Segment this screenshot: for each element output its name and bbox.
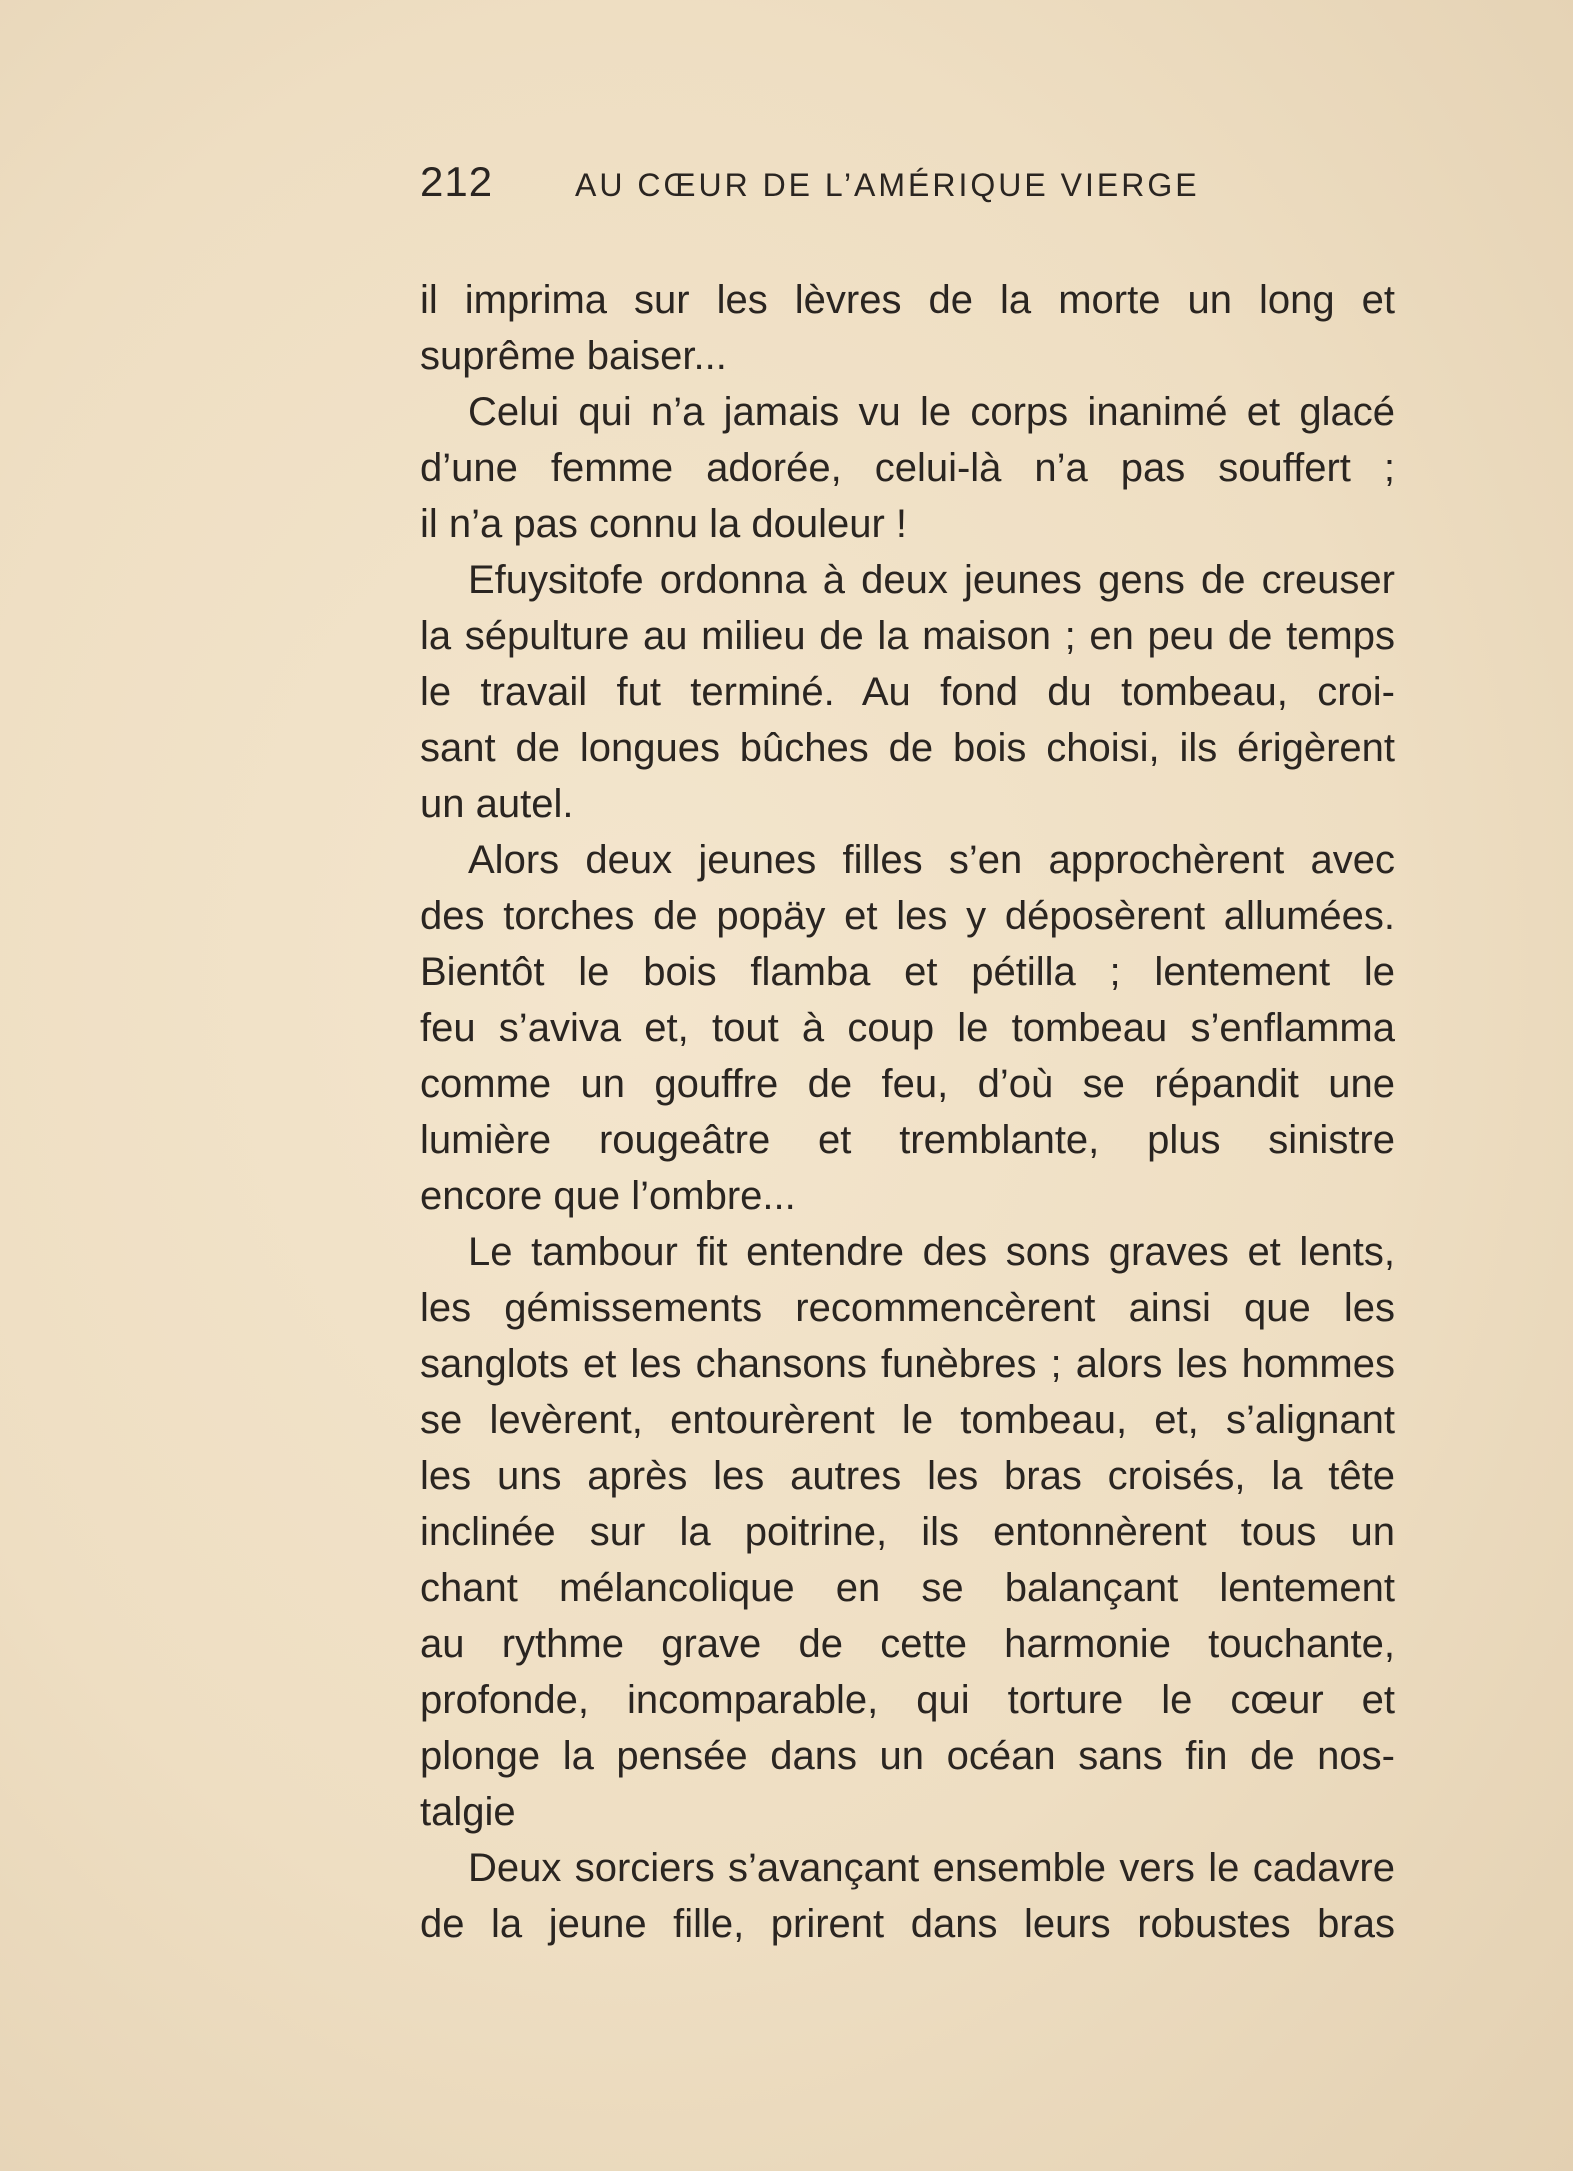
text-line: suprême baiser...	[420, 334, 727, 378]
text-line: Celui qui n’a jamais vu le corps inanimé et glacé	[468, 390, 1395, 434]
text-line: profonde, incomparable, qui torture le cœur et	[420, 1678, 1395, 1722]
page-number: 212	[420, 158, 494, 205]
text-line: il imprima sur les lèvres de la morte un long et	[420, 278, 1395, 322]
text-line: Bientôt le bois flamba et pétilla ; lentement le	[420, 950, 1395, 994]
body-text	[420, 272, 1395, 1952]
text-line: d’une femme adorée, celui-là n’a pas souffert ;	[420, 446, 1395, 490]
text-line: il n’a pas connu la douleur !	[420, 502, 907, 546]
text-line: au rythme grave de cette harmonie touchante,	[420, 1622, 1395, 1666]
text-line: Le tambour fit entendre des sons graves et lents,	[468, 1230, 1395, 1274]
text-line: comme un gouffre de feu, d’où se répandit une	[420, 1062, 1395, 1106]
running-head	[420, 158, 1420, 218]
text-line: plonge la pensée dans un océan sans fin de nos-	[420, 1734, 1395, 1778]
text-line: Deux sorciers s’avançant ensemble vers le cadavre	[468, 1846, 1395, 1890]
text-line: encore que l’ombre...	[420, 1174, 796, 1218]
text-line: lumière rougeâtre et tremblante, plus sinistre	[420, 1118, 1395, 1162]
text-line: talgie	[420, 1790, 516, 1834]
text-line: Alors deux jeunes filles s’en approchèrent avec	[468, 838, 1395, 882]
text-line: Efuysitofe ordonna à deux jeunes gens de creuser	[468, 558, 1395, 602]
text-line: inclinée sur la poitrine, ils entonnèrent tous un	[420, 1510, 1395, 1554]
text-line: sant de longues bûches de bois choisi, ils érigèrent	[420, 726, 1395, 770]
text-line: un autel.	[420, 782, 574, 826]
running-title: AU CŒUR DE L’AMÉRIQUE VIERGE	[575, 167, 1200, 203]
text-line: des torches de popäy et les y déposèrent allumées.	[420, 894, 1395, 938]
text-line: la sépulture au milieu de la maison ; en peu de temps	[420, 614, 1395, 658]
text-line: le travail fut terminé. Au fond du tombeau, croi-	[420, 670, 1395, 714]
text-line: de la jeune fille, prirent dans leurs robustes bras	[420, 1902, 1395, 1946]
text-line: sanglots et les chansons funèbres ; alors les hommes	[420, 1342, 1395, 1386]
text-line: chant mélancolique en se balançant lentement	[420, 1566, 1395, 1610]
text-line: se levèrent, entourèrent le tombeau, et, s’alignant	[420, 1398, 1395, 1442]
text-line: les gémissements recommencèrent ainsi que les	[420, 1286, 1395, 1330]
text-line: feu s’aviva et, tout à coup le tombeau s’enflamma	[420, 1006, 1395, 1050]
text-line: les uns après les autres les bras croisés, la tête	[420, 1454, 1395, 1498]
